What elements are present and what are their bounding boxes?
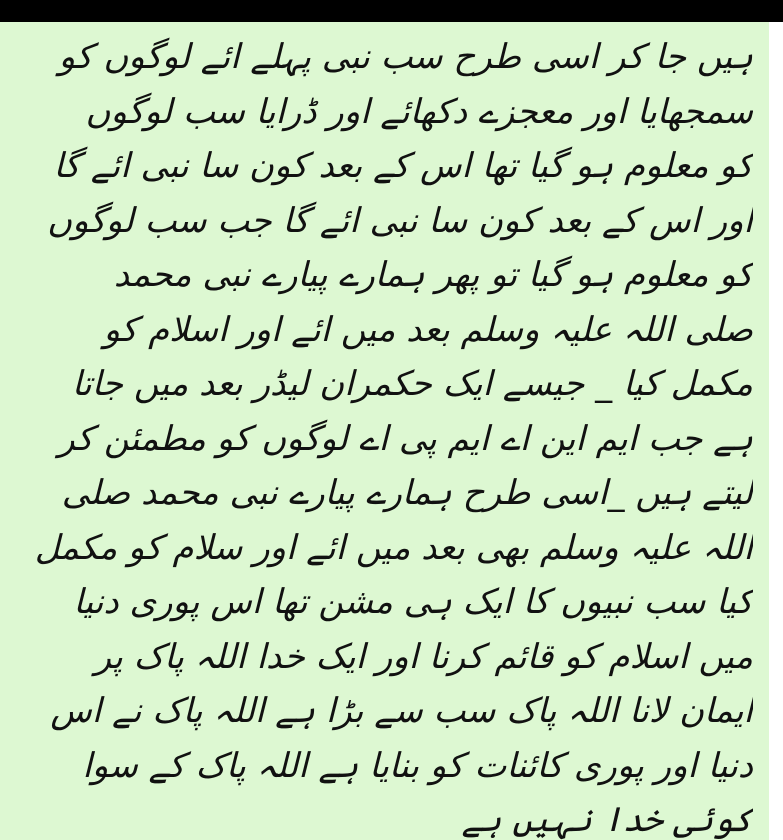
message-line: کو معلوم ہو گیا تو پھر ہمارے پیارے نبی محمد <box>113 255 753 295</box>
message-line: ہیں جا کر اسی طرح سب نبی پہلے ائے لوگوں کو <box>58 37 753 77</box>
message-line: کو معلوم ہو گیا تھا اس کے بعد کون سا نبی ائے گا <box>53 146 753 186</box>
message-line: سمجھایا اور معجزے دکھائے اور ڈرایا سب لوگوں <box>85 91 753 132</box>
scroll-edge <box>769 22 783 840</box>
message-line: میں اسلام کو قائم کرنا اور ایک خدا اللہ پاک پر <box>94 636 753 677</box>
message-line: صلی اللہ علیہ وسلم بعد میں ائے اور اسلام کو <box>103 309 753 350</box>
message-line: کیا سب نبیوں کا ایک ہی مشن تھا اس پوری دنیا <box>73 582 753 622</box>
message-line: ہے جب ایم این اے ایم پی اے لوگوں کو مطمئن کر <box>58 418 753 459</box>
message-line: ایمان لانا اللہ پاک سب سے بڑا ہے اللہ پاک نے اس <box>50 691 753 731</box>
message-line: کوئی خدا نہیں ہے <box>461 800 753 840</box>
message-line: لیتے ہیں _اسی طرح ہمارے پیارے نبی محمد صلی <box>61 473 753 513</box>
message-line: دنیا اور پوری کائنات کو بنایا ہے اللہ پاک کے سوا <box>82 745 753 786</box>
message-line: مکمل کیا _ جیسے ایک حکمران لیڈر بعد میں جاتا <box>71 364 753 404</box>
chat-message-bubble[interactable] <box>0 22 769 840</box>
top-status-bar <box>0 0 783 22</box>
message-line: اور اس کے بعد کون سا نبی ائے گا جب سب لوگوں <box>47 200 753 241</box>
message-line: اللہ علیہ وسلم بھی بعد میں ائے اور سلام کو مکمل <box>34 527 753 568</box>
